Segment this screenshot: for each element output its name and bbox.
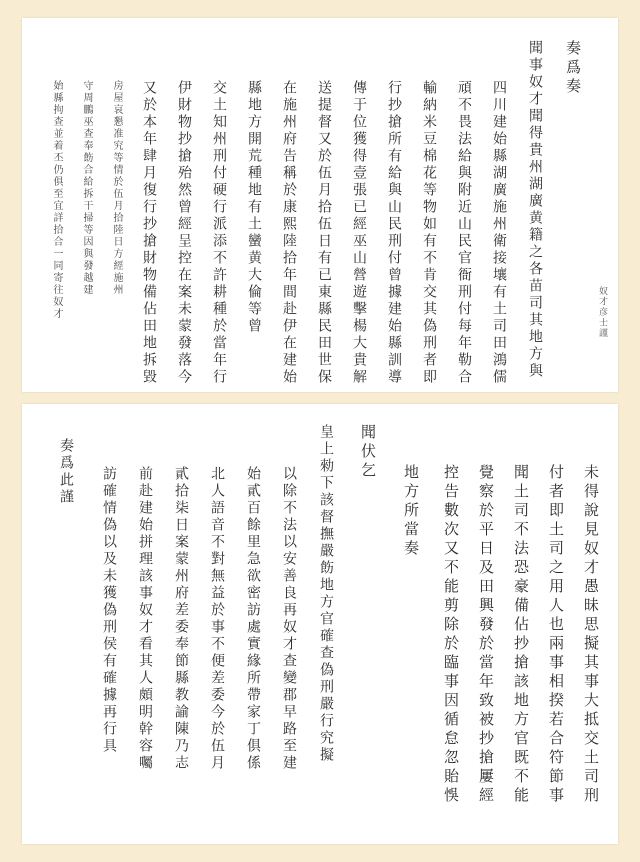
text-column: 交土知州刑付硬行派添不許耕種於當年行 [211, 80, 227, 386]
text-column: 送提督又於伍月拾伍日有已東縣民田世保 [316, 80, 332, 386]
text-column: 守周鵬巫查奉飭合給拆干掃等因與發越建 [81, 80, 92, 296]
text-column: 四川建始縣湖廣施州衛接壤有土司田鴻儒 [491, 80, 507, 386]
page-top [22, 18, 618, 392]
text-column: 奏爲此謹 [58, 438, 74, 506]
text-column: 地方所當奏 [402, 464, 420, 559]
signature: 奴才彦士謹 [597, 286, 607, 339]
text-column: 頑不畏法給與附近山民官衙刑付每年勒合 [456, 80, 472, 386]
text-column: 覺察於平日及田興發於當年致被抄搶屢經 [477, 464, 495, 806]
text-column: 以除不法以安善良再奴才查變郡早路至建 [281, 466, 297, 772]
page-bottom [22, 404, 618, 844]
text-column: 訪確情偽以及未獲偽刑侯有確據再行具 [101, 466, 117, 755]
text-column: 貳拾柒日案蒙州府差委奉節縣教諭陳乃志 [173, 466, 189, 772]
text-column: 伊財物抄搶殆然曾經呈控在案未蒙發落今 [176, 80, 192, 386]
text-column: 始縣拘查並着丕仍俱至宜詳拾合一同寄往奴才 [51, 80, 62, 320]
text-column: 付者即土司之用人也兩事相揆若合符節事 [547, 464, 565, 806]
text-column: 縣地方開荒種地有土蠻黄大倫等曾 [246, 80, 262, 335]
text-column: 行抄搶所有給與山民刑付曾據建始縣訓導 [386, 80, 402, 386]
text-column: 又於本年肆月復行抄搶財物備佔田地拆毀 [141, 80, 157, 386]
text-column: 控告數次又不能剪除於臨事因循怠忽貽悞 [442, 464, 460, 806]
title: 奏爲奏 [564, 40, 582, 97]
text-column: 傳于位獲得壹張已經巫山營遊擊楊大貴解 [351, 80, 367, 386]
text-column: 未得說見奴才愚昧思擬其事大抵交土司刑 [582, 464, 600, 806]
text-column: 北人語音不對無益於事不便差委今於伍月 [209, 466, 225, 772]
text-column: 前赴建始拼理該事奴才看其人頗明幹容囑 [137, 466, 153, 772]
text-column: 聞伏乞 [359, 424, 377, 481]
text-column: 聞土司不法恐豪備佔抄搶該地方官既不能 [512, 464, 530, 806]
text-column: 房屋哀懇准究等情於伍月拾陸日方經施州 [111, 80, 122, 296]
text-column: 皇上勑下該督撫嚴飭地方官確查偽刑嚴行究擬 [318, 424, 334, 764]
text-column: 始貳百餘里急欲密訪處實緣所帶家丁俱係 [245, 466, 261, 772]
text-column: 聞事奴才聞得貴州湖廣黄籍之各苗司其地方與 [527, 40, 543, 380]
text-column: 在施州府告稱於康熙陸拾年間赴伊在建始 [281, 80, 297, 386]
text-column: 輸納米豆棉花等物如有不肯交其偽刑者即 [421, 80, 437, 386]
